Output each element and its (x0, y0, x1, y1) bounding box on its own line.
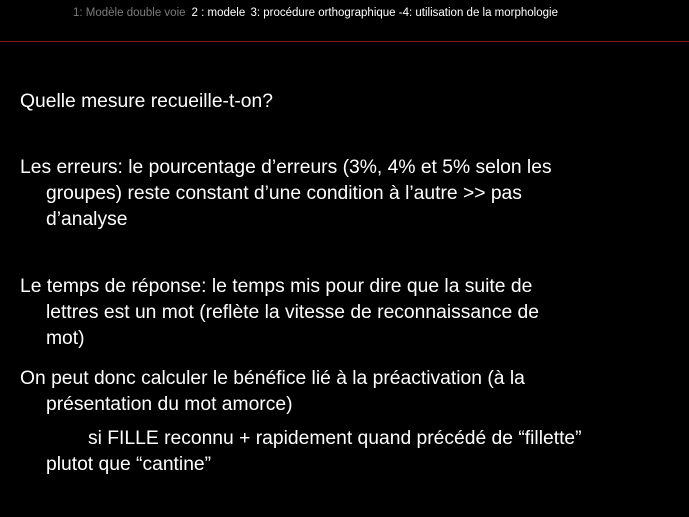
question-text: Quelle mesure recueille-t-on? (20, 91, 273, 112)
response-time-paragraph (20, 274, 685, 352)
errors-paragraph (20, 155, 685, 233)
errors-line-3: d’analyse (46, 209, 128, 230)
breadcrumb-item-1: 1: Modèle double voie (73, 7, 186, 19)
breadcrumb-item-5: utilisation de la morphologie (415, 7, 558, 19)
breadcrumb-item-3: 3: procédure orthographique (250, 7, 396, 19)
errors-line-2: groupes) reste constant d’une condition à l’autre >> pas (46, 183, 522, 204)
time-line-3: mot) (46, 328, 85, 349)
breadcrumb-item-4: -4: (398, 7, 413, 19)
question-paragraph (20, 89, 685, 115)
time-line-1: Le temps de réponse: le temps mis pour dire que la suite de (20, 276, 533, 297)
time-line-2: lettres est un mot (reflète la vitesse de reconnaissance de (46, 302, 539, 323)
example-line-2: plutot que “cantine” (46, 454, 212, 475)
breadcrumb-item-2: 2 : modele (191, 7, 246, 19)
example-line-1: si FILLE reconnu + rapidement quand précédé de “fillette” (88, 428, 582, 449)
errors-line-1: Les erreurs: le pourcentage d’erreurs (3%, 4% et 5% selon les (20, 157, 552, 178)
example-paragraph (20, 426, 685, 478)
benefit-paragraph (20, 366, 685, 418)
benefit-line-2: présentation du mot amorce) (46, 394, 293, 415)
benefit-line-1: On peut donc calculer le bénéfice lié à la préactivation (à la (20, 368, 525, 389)
